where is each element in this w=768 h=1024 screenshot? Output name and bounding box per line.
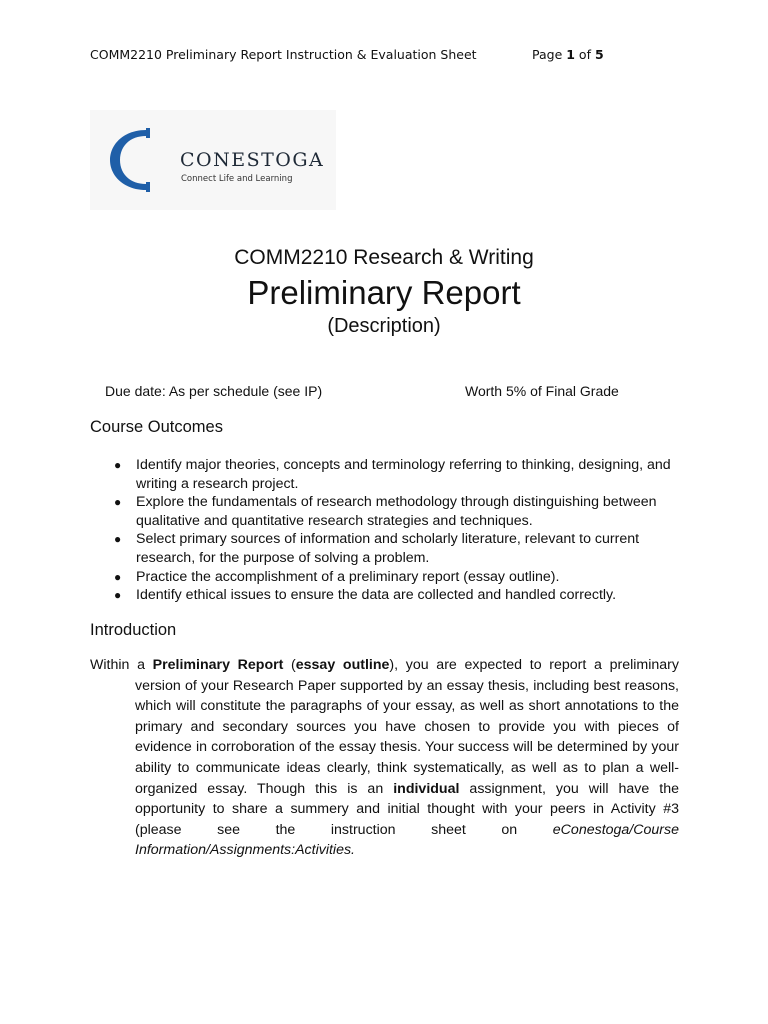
page-of: of [574, 47, 595, 62]
intro-text: Within a [90, 657, 153, 673]
list-item [90, 530, 680, 567]
intro-text: assignment, you will have the opportunity to share a summery and initial thought with your peers in Activity #3 (please see the instruction sheet on [135, 780, 679, 838]
bullet-icon: ● [114, 588, 122, 603]
page-total: 5 [594, 47, 604, 62]
bullet-icon: ● [114, 458, 122, 472]
outcome-text: Practice the accomplishment of a preliminary report (essay outline). [136, 568, 560, 585]
intro-bold-term: individual [393, 780, 460, 797]
list-item [90, 586, 680, 605]
intro-bold-term: essay outline [295, 657, 390, 673]
course-title: COMM2210 Research & Writing [234, 246, 534, 269]
bullet-icon: ● [114, 569, 122, 584]
report-title: Preliminary Report [247, 274, 521, 311]
page-prefix: Page [532, 47, 567, 62]
page-current: 1 [566, 47, 575, 62]
logo-tagline: Connect Life and Learning [181, 174, 293, 184]
intro-text: ( [283, 657, 296, 673]
page-header-title: COMM2210 Preliminary Report Instruction & Evaluation Sheet [90, 47, 477, 62]
bullet-icon: ● [114, 532, 122, 547]
logo-name: CONESTOGA [180, 149, 325, 171]
page-number [532, 47, 604, 62]
list-item [90, 493, 680, 530]
introduction-paragraph [90, 655, 679, 861]
list-item [90, 456, 680, 493]
outcome-text: Explore the fundamentals of research methodology through distinguishing between qualitative and quantitative research strategies and techniques. [136, 494, 657, 529]
outcome-text: Select primary sources of information and scholarly literature, relevant to current research, for the purpose of solving a problem. [136, 531, 640, 566]
intro-path: eConestoga/Course Information/Assignments:Activities. [135, 821, 679, 859]
outcome-text: Identify major theories, concepts and terminology referring to thinking, designing, and writing a research project. [136, 457, 671, 492]
conestoga-crescent-icon [106, 126, 170, 194]
intro-text: ), you are expected to report a preliminary version of your Research Paper supported by an essay thesis, including best reasons, which will constitute the paragraphs of your essay, as well as short annotations to the primary and secondary sources you have chosen to provide you with pieces of evidence in corroboration of the essay thesis. Your success will be determined by your ability to communicate ideas clearly, think systematically, as well as to plan a well-organized essay. Though this is an [135, 657, 679, 797]
introduction-heading: Introduction [90, 621, 177, 639]
course-outcomes-heading: Course Outcomes [90, 418, 223, 436]
grade-weight: Worth 5% of Final Grade [465, 383, 619, 399]
report-subtitle: (Description) [327, 315, 441, 337]
list-item [90, 568, 680, 587]
course-outcomes-list [90, 456, 680, 605]
bullet-icon: ● [114, 495, 122, 510]
outcome-text: Identify ethical issues to ensure the data are collected and handled correctly. [136, 587, 617, 604]
due-date: Due date: As per schedule (see IP) [105, 383, 323, 399]
intro-bold-term: Preliminary Report [152, 657, 284, 673]
conestoga-logo [90, 110, 336, 210]
